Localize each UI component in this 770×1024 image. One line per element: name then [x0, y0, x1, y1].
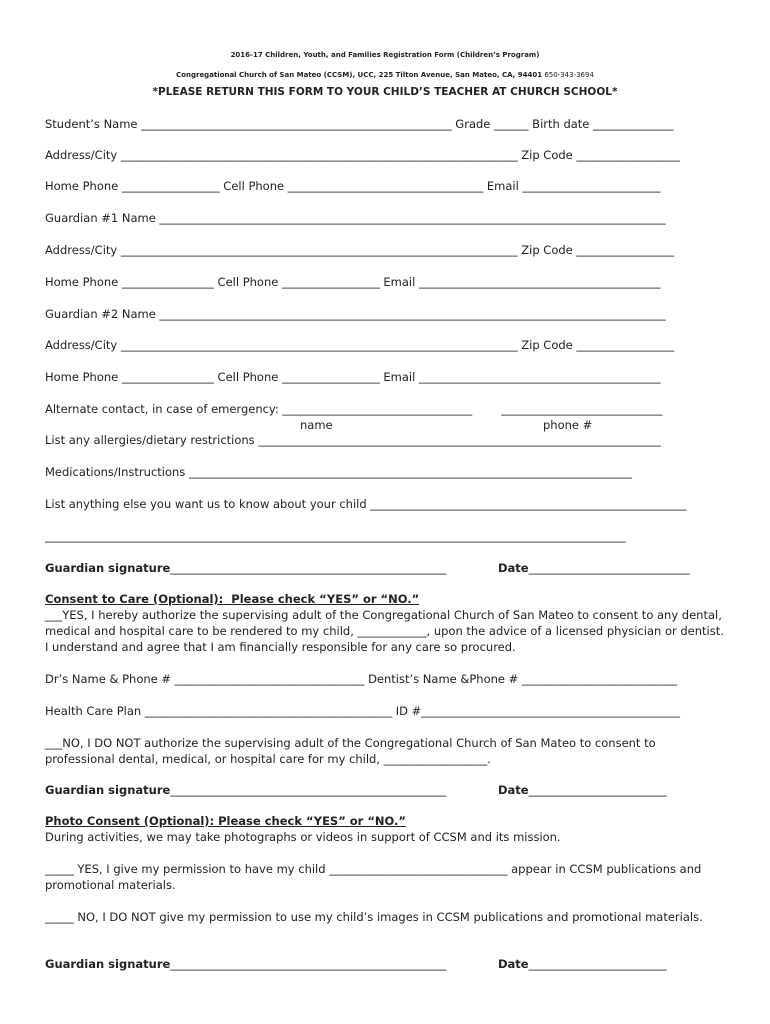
date-line: ____________________________	[528, 561, 690, 575]
guardian1-phone-field[interactable]: Home Phone ________________ Cell Phone _________________ Email __________________________________________	[45, 275, 661, 289]
guardian2-name-field[interactable]: Guardian #2 Name ________________________________________________________________________________________	[45, 307, 666, 321]
emergency-contact-field[interactable]: Alternate contact, in case of emergency: _________________________________ ____________________________	[45, 402, 663, 416]
health-plan-field[interactable]: Health Care Plan ___________________________________________ ID #_____________________________________________	[45, 704, 681, 718]
signature-date-1[interactable]	[498, 560, 690, 576]
photo-consent-intro: During activities, we may take photographs or videos in support of CCSM and its mission.	[45, 830, 561, 844]
date-line: ________________________	[528, 957, 667, 971]
signature-line: ________________________________________________	[170, 957, 447, 971]
consent-care-no[interactable]: ___NO, I DO NOT authorize the supervising adult of the Congregational Church of San Mateo to consent to professional dental, medical, or hospital care for my child, __________________.	[45, 736, 656, 766]
signature-date-3[interactable]	[498, 956, 667, 972]
guardian1-address-field[interactable]: Address/City _____________________________________________________________________ Zip Code _________________	[45, 243, 675, 257]
guardian2-phone-field[interactable]: Home Phone ________________ Cell Phone _________________ Email __________________________________________	[45, 370, 661, 384]
medications-field[interactable]: Medications/Instructions _____________________________________________________________________________	[45, 465, 632, 479]
consent-care-heading: Consent to Care (Optional): Please check “YES” or “NO.”	[45, 592, 420, 606]
guardian2-address-field[interactable]: Address/City _____________________________________________________________________ Zip Code _________________	[45, 338, 675, 352]
student-phone-field[interactable]: Home Phone _________________ Cell Phone __________________________________ Email ________________________	[45, 179, 661, 193]
allergies-field[interactable]: List any allergies/dietary restrictions ______________________________________________________________________	[45, 433, 661, 447]
signature-line: ________________________________________________	[170, 783, 447, 797]
anything-else-field[interactable]: List anything else you want us to know about your child _______________________________________________________	[45, 497, 687, 511]
date-label: Date	[498, 783, 529, 797]
signature-label: Guardian signature	[45, 783, 171, 797]
anything-else-extra-line[interactable]: _____________________________________________________________________________________________________	[45, 529, 626, 543]
photo-consent-yes[interactable]: _____ YES, I give my permission to have my child _______________________________ appear in CCSM publications and promotional materials.	[45, 862, 702, 892]
emergency-name-label: name	[300, 418, 333, 432]
date-line: ________________________	[528, 783, 667, 797]
student-name-field[interactable]: Student’s Name ______________________________________________________ Grade ______ Birth date ______________	[45, 117, 674, 131]
church-address	[0, 67, 770, 83]
emergency-phone-label: phone #	[543, 418, 593, 432]
church-phone: 650-343-3694	[542, 71, 594, 79]
date-label: Date	[498, 957, 529, 971]
return-note: *PLEASE RETURN THIS FORM TO YOUR CHILD’S TEACHER AT CHURCH SCHOOL*	[152, 86, 618, 98]
signature-label: Guardian signature	[45, 561, 171, 575]
student-address-field[interactable]: Address/City _____________________________________________________________________ Zip Code __________________	[45, 148, 680, 162]
church-name: Congregational Church of San Mateo (CCSM), UCC, 225 Tilton Avenue, San Mateo, CA, 94401	[176, 71, 543, 79]
guardian-signature-3[interactable]	[45, 956, 446, 972]
guardian-signature-2[interactable]	[45, 782, 446, 798]
signature-label: Guardian signature	[45, 957, 171, 971]
signature-line: ________________________________________________	[170, 561, 447, 575]
guardian1-name-field[interactable]: Guardian #1 Name ________________________________________________________________________________________	[45, 211, 666, 225]
photo-consent-heading: Photo Consent (Optional): Please check “YES” or “NO.”	[45, 814, 406, 828]
consent-care-yes[interactable]: ___YES, I hereby authorize the supervising adult of the Congregational Church of San Mateo to consent to any dental, medical and hospital care to be rendered to my child, ____________, upon the advice of a licensed physician or dentist. I understand and agree that I am financially responsible for any care so procured.	[45, 608, 724, 654]
doctor-dentist-field[interactable]: Dr’s Name & Phone # _________________________________ Dentist’s Name &Phone # ___________________________	[45, 672, 678, 686]
date-label: Date	[498, 561, 529, 575]
guardian-signature-1[interactable]	[45, 560, 446, 576]
photo-consent-no[interactable]: _____ NO, I DO NOT give my permission to use my child’s images in CCSM publications and promotional materials.	[45, 910, 703, 924]
signature-date-2[interactable]	[498, 782, 667, 798]
form-title: 2016-17 Children, Youth, and Families Registration Form (Children’s Program)	[230, 51, 540, 59]
